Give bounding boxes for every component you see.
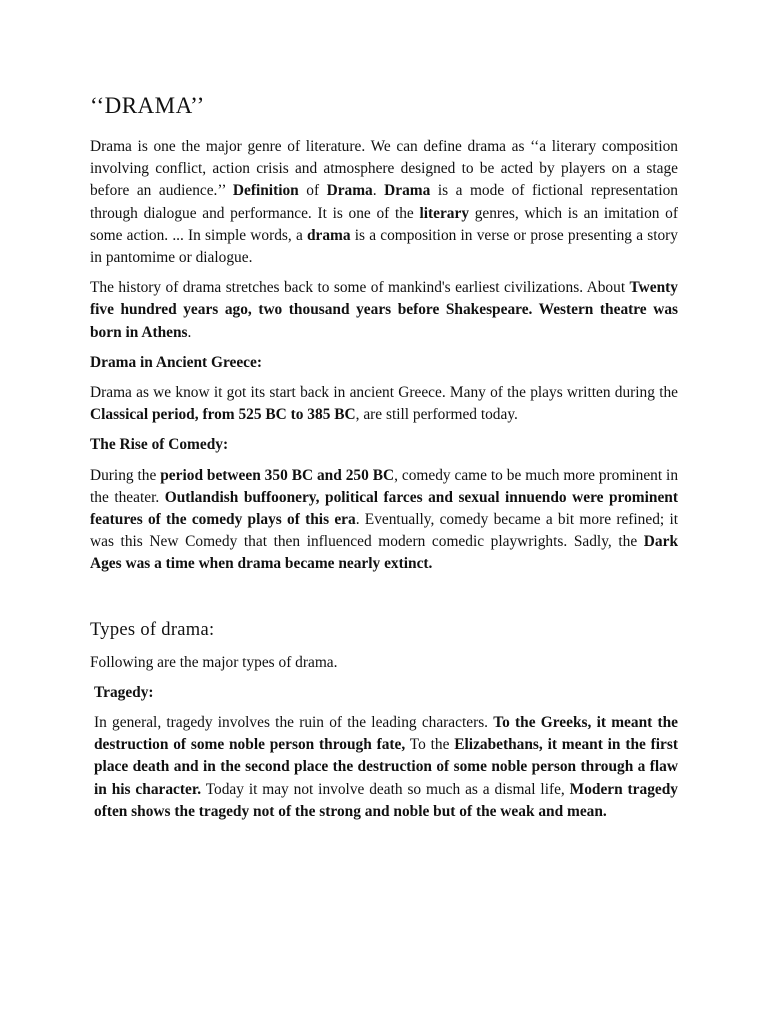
bold-run: Modern tragedy often shows the tragedy not of the strong and noble but of the weak and mean. (94, 780, 678, 820)
text-run: Today it may not involve death so much as a dismal life, (201, 780, 570, 798)
text-run: . (372, 182, 385, 200)
tragedy-paragraph (90, 712, 678, 823)
bold-run: Outlandish buffoonery, political farces and sexual innuendo were prominent features of the comedy plays of this era (90, 488, 678, 529)
text-run: of (298, 182, 327, 200)
text-run: During the (90, 466, 161, 484)
text-run: In general, tragedy involves the ruin of the leading characters. (94, 714, 494, 732)
text-run: Drama as we know it got its start back in ancient Greece. Many of the plays written during the (90, 384, 678, 402)
greece-paragraph (90, 382, 678, 426)
comedy-paragraph (90, 465, 678, 576)
section-heading-greece: Drama in Ancient Greece: (90, 353, 262, 371)
types-intro: Following are the major types of drama. (90, 653, 338, 671)
bold-run: To the Greeks, it meant the destruction of some noble person through fate, (94, 714, 678, 754)
section-heading-comedy: The Rise of Comedy: (90, 436, 229, 454)
text-run: , comedy came to be much more prominent in the theater. (90, 466, 679, 506)
text-run: . (187, 323, 192, 341)
text-run: is a mode of fictional representation through dialogue and performance. It is one of the (90, 182, 678, 222)
page-title: ‘‘DRAMA’’ (90, 93, 205, 118)
text-run: , are still performed today. (355, 406, 518, 424)
bold-run: period between 350 BC and 250 BC (160, 466, 395, 484)
section-heading-tragedy: Tragedy: (94, 683, 154, 701)
bold-run: Dark Ages was a time when drama became nearly extinct. (90, 533, 678, 573)
bold-run: Twenty five hundred years ago, two thousand years before Shakespeare. Western theatre was born in Athens (90, 279, 678, 341)
text-run: To the (405, 736, 455, 754)
document-page (90, 92, 678, 831)
section-heading-types: Types of drama: (90, 619, 215, 640)
bold-run: literary (419, 204, 470, 222)
bold-run: Drama (326, 182, 373, 200)
bold-run: Drama (384, 182, 431, 200)
text-run: is a composition in verse or prose presenting a story in pantomime or dialogue. (90, 226, 678, 267)
bold-run: Elizabethans, it meant in the first place death and in the second place the destruction of some noble person through a flaw in his character. (94, 736, 678, 798)
bold-run: Classical period, from 525 BC to 385 BC (90, 406, 356, 424)
bold-run: drama (306, 226, 351, 244)
bold-run: Definition (232, 182, 299, 200)
intro-paragraph (90, 136, 678, 269)
text-run: Drama is one the major genre of literature. We can define drama as ‘‘a literary composition involving conflict, action crisis and atmosphere designed to be acted by players on a stage before an audience.’’ (90, 138, 678, 200)
text-run: The history of drama stretches back to some of mankind's earliest civilizations. About (90, 279, 630, 297)
history-paragraph (90, 277, 678, 344)
text-run: genres, which is an imitation of some action. ... In simple words, a (90, 204, 678, 244)
text-run: . Eventually, comedy became a bit more refined; it was this New Comedy that then influenced modern comedic playwrights. Sadly, the (90, 511, 678, 551)
